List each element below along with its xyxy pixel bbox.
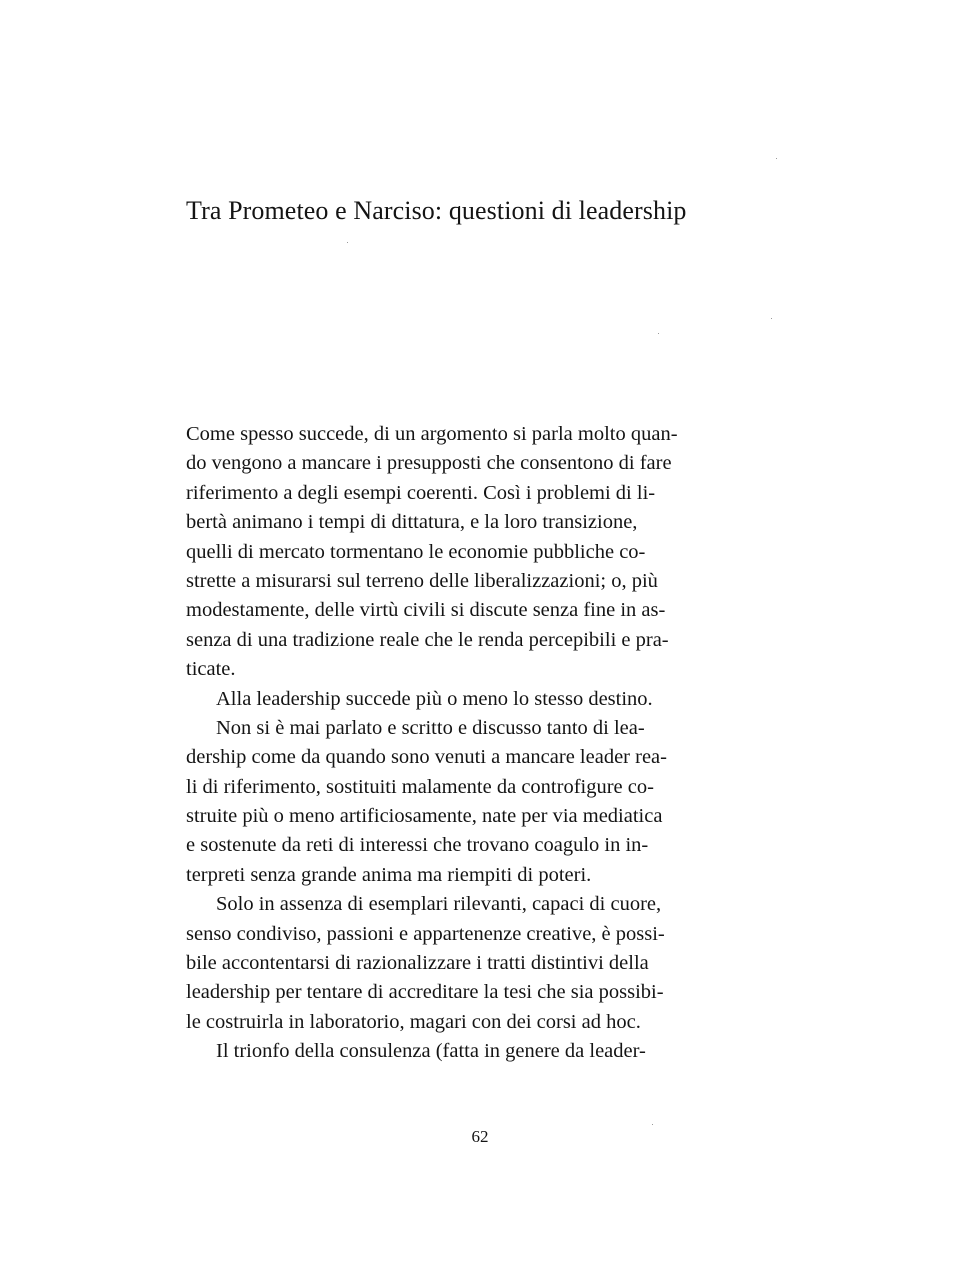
scan-speck (776, 158, 777, 159)
text-line: Il trionfo della consulenza (fatta in genere da leader- (216, 1040, 646, 1063)
text-line: Solo in assenza di esemplari rilevanti, capaci di cuore, (216, 893, 662, 916)
body-text (186, 420, 756, 1067)
text-line: senza di una tradizione reale che le renda percepibili e pra- (186, 628, 669, 651)
text-line: le costruirla in laboratorio, magari con dei corsi ad hoc. (186, 1010, 641, 1033)
scan-speck (658, 333, 659, 334)
text-line: Come spesso succede, di un argomento si parla molto quan- (186, 423, 678, 445)
text-line: struite più o meno artificiosamente, nate per via mediatica (186, 805, 663, 828)
scan-speck (771, 318, 772, 319)
page-number: 62 (471, 1127, 489, 1146)
text-line: li di riferimento, sostituiti malamente da controfigure co- (186, 775, 654, 798)
text-line: modestamente, delle virtù civili si discute senza fine in as- (186, 599, 666, 622)
text-line: do vengono a mancare i presupposti che consentono di fare (186, 452, 672, 475)
text-line: quelli di mercato tormentano le economie pubbliche co- (186, 540, 646, 563)
chapter-title: Tra Prometeo e Narciso: questioni di leadership (186, 196, 687, 225)
text-line: terpreti senza grande anima ma riempiti di poteri. (186, 863, 592, 886)
text-line: e sostenute da reti di interessi che trovano coagulo in in- (186, 834, 649, 857)
text-line: dership come da quando sono venuti a mancare leader rea- (186, 746, 667, 769)
text-line: Non si è mai parlato e scritto e discusso tanto di lea- (216, 716, 645, 739)
scan-speck (347, 242, 348, 243)
text-line: Alla leadership succede più o meno lo stesso destino. (216, 687, 653, 710)
text-line: bile accontentarsi di razionalizzare i tratti distintivi della (186, 952, 649, 975)
text-line: riferimento a degli esempi coerenti. Così i problemi di li- (186, 481, 656, 504)
text-line: bertà animano i tempi di dittatura, e la loro transizione, (186, 511, 638, 534)
text-line: leadership per tentare di accreditare la tesi che sia possibi- (186, 981, 664, 1004)
text-line: ticate. (186, 658, 236, 681)
text-line: senso condiviso, passioni e appartenenze creative, è possi- (186, 922, 665, 945)
text-line: strette a misurarsi sul terreno delle liberalizzazioni; o, più (186, 569, 658, 592)
